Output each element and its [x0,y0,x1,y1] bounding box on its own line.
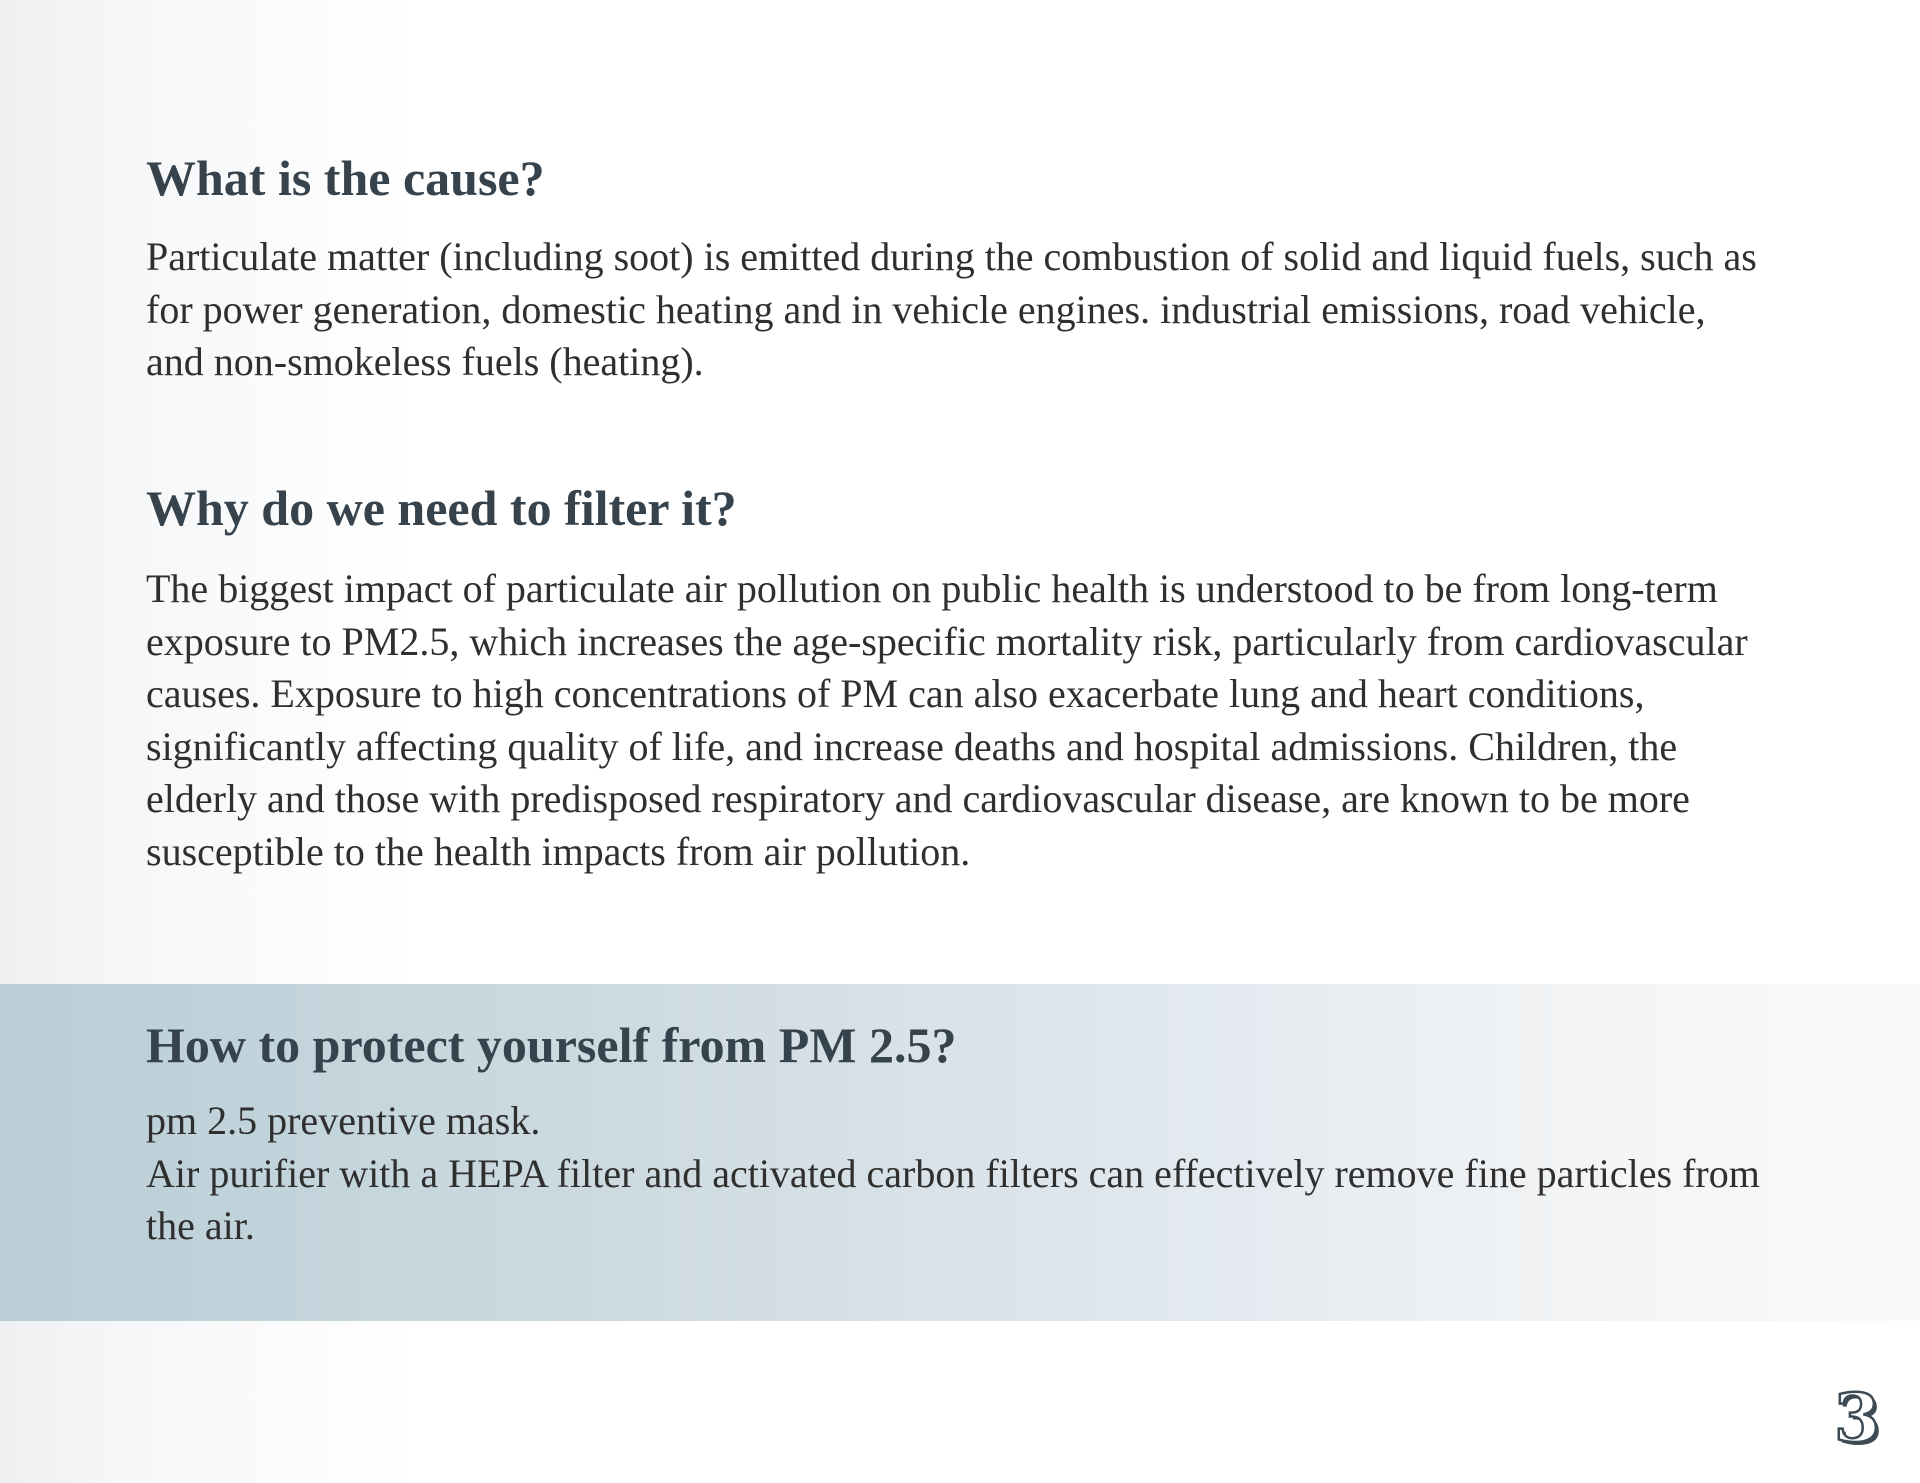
paragraph-cause: Particulate matter (including soot) is emitted during the combustion of solid and liquid fuels, such as for power generation, domestic heating and in vehicle engines. industrial emissions, road vehicle, and non-smokeless fuels (heating). [146,234,1757,384]
heading-filter: Why do we need to filter it? [146,480,737,536]
protect-line-mask: pm 2.5 preventive mask. [146,1098,541,1143]
section-protect [146,1015,1766,1253]
heading-protect: How to protect yourself from PM 2.5? [146,1017,957,1073]
page-number: 3 [1834,1379,1880,1457]
paragraph-filter: The biggest impact of particulate air pollution on public health is understood to be from long-term exposure to PM2.5, which increases the age-specific mortality risk, particularly from cardiovascular causes. Exposure to high concentrations of PM can also exacerbate lung and heart conditions, significantly affecting quality of life, and increase deaths and hospital admissions. Children, the elderly and those with predisposed respiratory and cardiovascular disease, are known to be more susceptible to the health impacts from air pollution. [146,566,1748,874]
heading-cause: What is the cause? [146,150,545,206]
section-filter [146,478,1766,878]
paragraph-protect [146,1095,1766,1253]
section-cause [146,148,1766,389]
protect-line-purifier: Air purifier with a HEPA filter and activated carbon filters can effectively remove fine particles from the air. [146,1150,1760,1248]
